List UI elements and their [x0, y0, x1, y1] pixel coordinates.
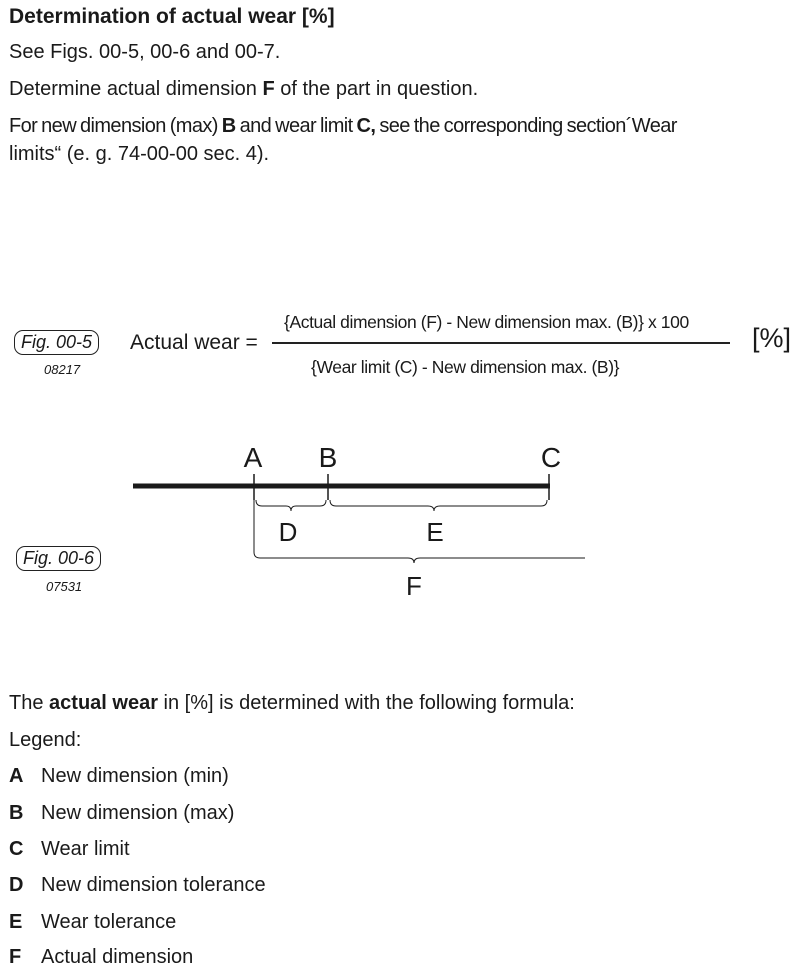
dimension-diagram	[0, 430, 799, 610]
intro-line3-bold-c: C,	[356, 115, 376, 137]
intro-see-figs: See Figs. 00-5, 00-6 and 00-7.	[9, 41, 281, 63]
legend-key: F	[9, 946, 22, 968]
fig-00-5-code: 08217	[44, 362, 81, 377]
point-a-label: A	[243, 442, 263, 473]
legend-key: B	[9, 802, 24, 824]
fig-00-5-label: Fig. 00-5	[14, 330, 99, 355]
point-c-label: C	[540, 442, 562, 473]
formula-description-post: in [%] is determined with the following formula:	[157, 692, 575, 714]
intro-line2-bold: F	[262, 78, 275, 100]
brace-d	[256, 500, 326, 511]
formula-description-bold: actual wear	[49, 692, 158, 714]
legend-item	[9, 799, 234, 827]
formula-denominator: {Wear limit (C) - New dimension max. (B)}	[311, 357, 620, 377]
intro-line3-bold-b: B	[221, 115, 236, 137]
formula-description-pre: The	[9, 692, 50, 714]
legend-text: New dimension (min)	[41, 765, 229, 787]
intro-wear-limits	[9, 112, 794, 140]
legend-text: New dimension (max)	[41, 802, 235, 824]
legend-item	[9, 762, 229, 790]
legend-text: Wear tolerance	[41, 911, 177, 933]
legend-key: A	[9, 765, 24, 787]
intro-wear-limits-ref: limits“ (e. g. 74-00-00 sec. 4).	[9, 143, 270, 165]
brace-f	[254, 500, 585, 563]
legend-item	[9, 835, 130, 863]
legend-key: E	[9, 911, 23, 933]
intro-line3-text-end: see the corresponding section´Wear	[375, 115, 677, 137]
legend-key: C	[9, 838, 24, 860]
span-f-label: F	[406, 571, 422, 601]
legend-item	[9, 943, 193, 971]
legend-title: Legend:	[9, 729, 82, 751]
legend-item	[9, 908, 176, 936]
intro-line3-mid: and wear limit	[235, 115, 357, 137]
span-d-label: D	[278, 517, 298, 547]
fig-00-6-code: 07531	[46, 579, 83, 594]
legend-text: Actual dimension	[41, 946, 194, 968]
fig-00-6-label: Fig. 00-6	[16, 546, 101, 571]
formula-description	[9, 689, 575, 717]
brace-e	[330, 500, 547, 511]
formula-numerator: {Actual dimension (F) - New dimension max. (B)} x 100	[284, 312, 689, 332]
point-b-label: B	[318, 442, 338, 473]
intro-line2-text: Determine actual dimension	[9, 78, 263, 100]
intro-determine-dimension	[9, 75, 478, 103]
legend-key: D	[9, 874, 24, 896]
page-title: Determination of actual wear [%]	[9, 5, 335, 28]
legend-text: New dimension tolerance	[41, 874, 266, 896]
formula-lhs: Actual wear =	[130, 331, 258, 354]
legend-text: Wear limit	[41, 838, 130, 860]
span-e-label: E	[426, 517, 444, 547]
formula-unit: [%]	[752, 323, 792, 353]
intro-line3-text: For new dimension (max)	[9, 115, 222, 137]
intro-line2-text-end: of the part in question.	[274, 78, 479, 100]
formula-fraction-bar	[272, 342, 730, 344]
legend-item	[9, 871, 266, 899]
